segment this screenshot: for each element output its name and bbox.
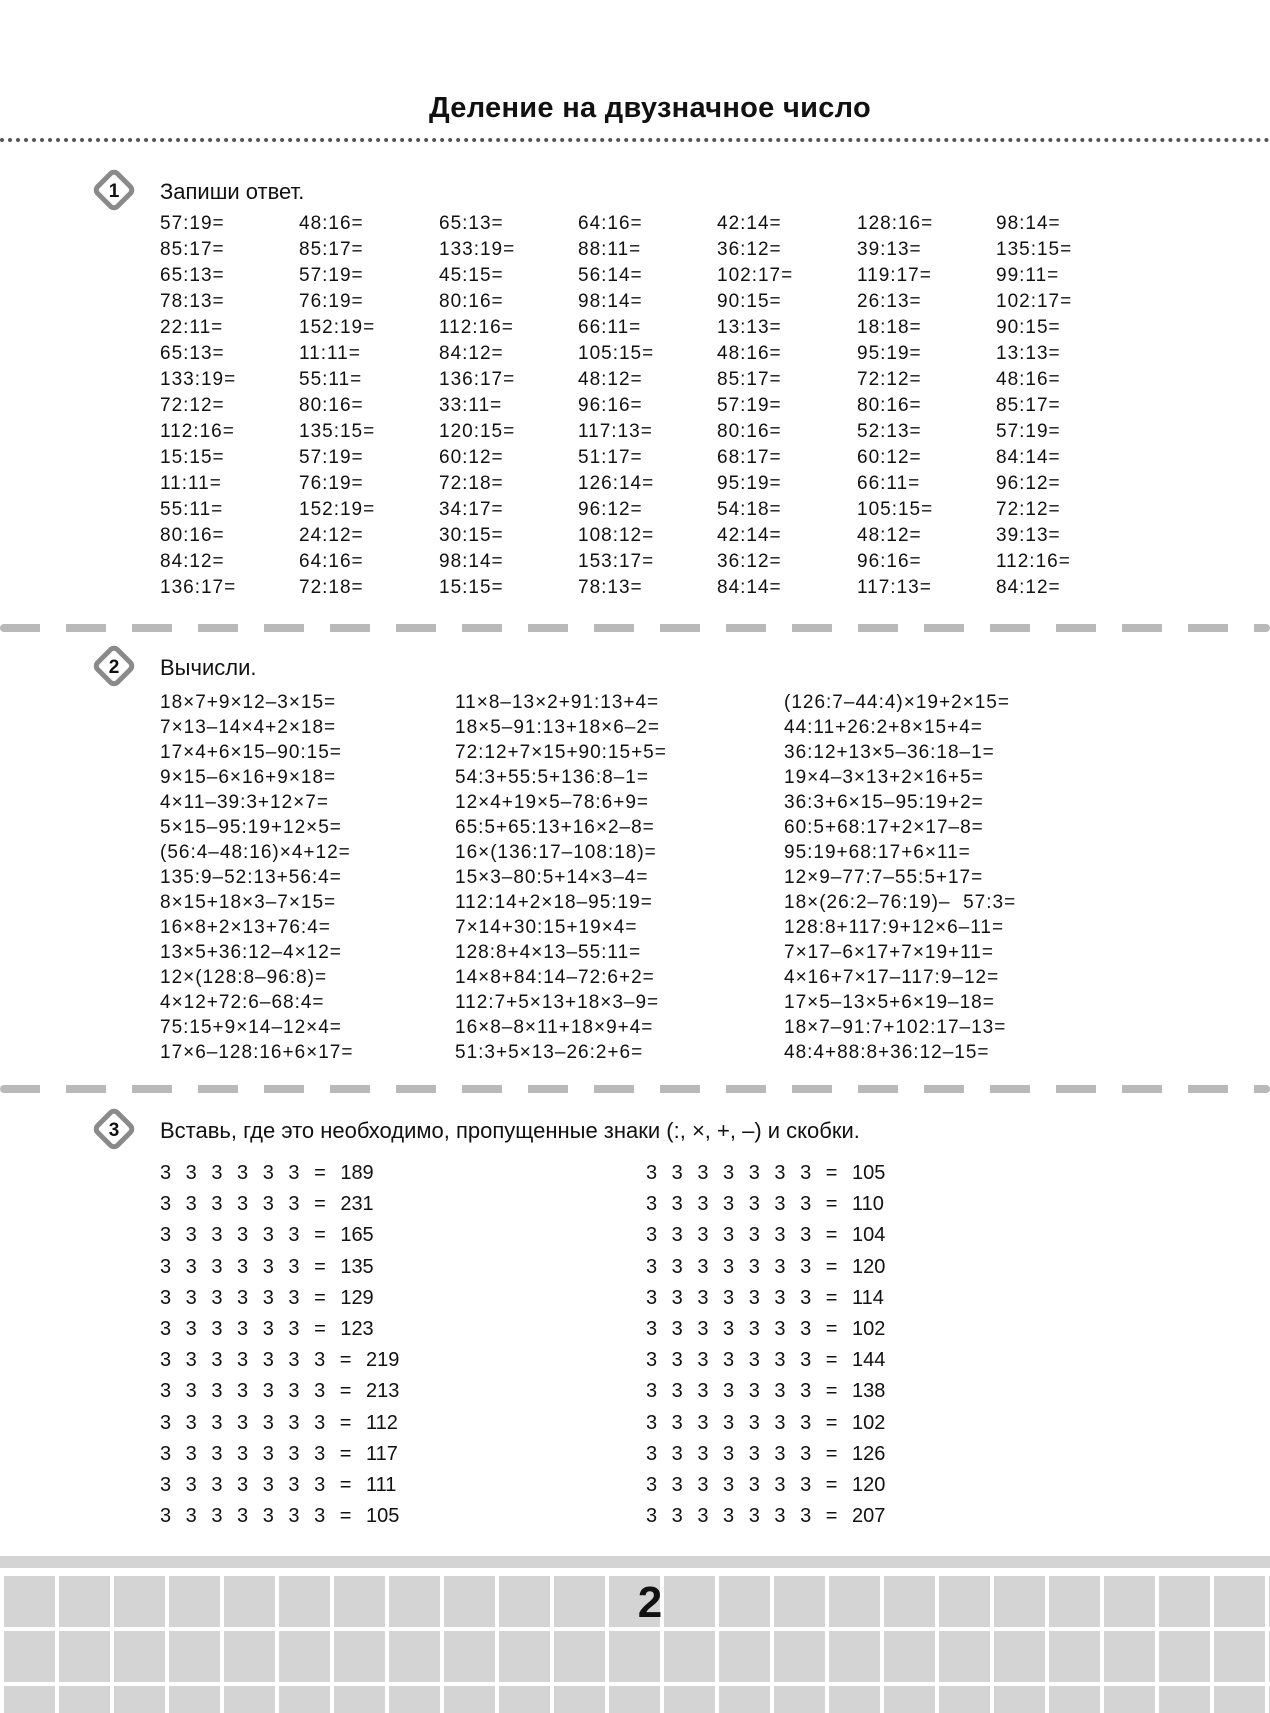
task-1-expression: 133:19= xyxy=(160,369,237,390)
task-1-expression: 80:16= xyxy=(439,291,504,312)
task-2-expression: 17×4+6×15–90:15= xyxy=(160,742,342,763)
task-1-expression: 105:15= xyxy=(578,343,655,364)
task-3-expression: 3 3 3 3 3 3 3 = 138 xyxy=(646,1380,886,1403)
task-1-expression: 15:15= xyxy=(160,447,225,468)
task-3-expression: 3 3 3 3 3 3 3 = 120 xyxy=(646,1255,886,1278)
task-2-expression: 135:9–52:13+56:4= xyxy=(160,867,342,888)
task-3-expression: 3 3 3 3 3 3 3 = 219 xyxy=(160,1349,400,1372)
task-1-expression: 112:16= xyxy=(996,551,1071,572)
task-1-expression: 57:19= xyxy=(996,421,1061,442)
task-1-expression: 13:13= xyxy=(717,317,782,338)
task-1-expression: 98:14= xyxy=(578,291,643,312)
task-2-expression: 112:14+2×18–95:19= xyxy=(455,892,653,913)
task-2-expression: 7×14+30:15+19×4= xyxy=(455,917,638,938)
task-1-expression: 102:17= xyxy=(717,265,794,286)
task-1-expression: 57:19= xyxy=(160,213,225,234)
task-1-expression: 48:12= xyxy=(578,369,643,390)
task-1-badge xyxy=(92,168,136,212)
task-2-expression: 16×8–8×11+18×9+4= xyxy=(455,1017,654,1038)
task-3-expression: 3 3 3 3 3 3 3 = 112 xyxy=(160,1411,398,1434)
task-2-expression: 15×3–80:5+14×3–4= xyxy=(455,867,649,888)
task-2-expression: 12×9–77:7–55:5+17= xyxy=(784,867,984,888)
task-1-expression: 64:16= xyxy=(578,213,643,234)
task-1-expression: 126:14= xyxy=(578,473,655,494)
task-3-number: 3 xyxy=(108,1120,120,1141)
task-1-expression: 42:14= xyxy=(717,525,782,546)
task-1-expression: 119:17= xyxy=(857,265,932,286)
task-2-expression: 112:7+5×13+18×3–9= xyxy=(455,992,660,1013)
task-3-expression: 3 3 3 3 3 3 3 = 144 xyxy=(646,1349,886,1372)
task-1-expression: 39:13= xyxy=(996,525,1061,546)
task-1-expression: 57:19= xyxy=(299,265,364,286)
task-3-expression: 3 3 3 3 3 3 3 = 120 xyxy=(646,1474,886,1497)
task-1-expression: 120:15= xyxy=(439,421,516,442)
task-1-expression: 51:17= xyxy=(578,447,643,468)
task-1-expression: 48:12= xyxy=(857,525,922,546)
task-1-expression: 72:12= xyxy=(996,499,1061,520)
task-2-expression: 7×17–6×17+7×19+11= xyxy=(784,942,994,963)
task-1-expression: 99:11= xyxy=(996,265,1060,286)
footer-band xyxy=(0,1556,1270,1568)
task-2-expression: 48:4+88:8+36:12–15= xyxy=(784,1042,990,1063)
section-divider-2 xyxy=(0,1085,1270,1093)
task-1-expression: 68:17= xyxy=(717,447,782,468)
task-1-expression: 42:14= xyxy=(717,213,782,234)
task-1-expression: 135:15= xyxy=(996,239,1073,260)
task-2-expression: 18×(26:2–76:19)– 57:3= xyxy=(784,892,1017,913)
task-1-expression: 66:11= xyxy=(578,317,642,338)
task-2-expression: 14×8+84:14–72:6+2= xyxy=(455,967,655,988)
task-2-column xyxy=(455,690,667,1065)
task-1-expression: 135:15= xyxy=(299,421,376,442)
task-3-expression: 3 3 3 3 3 3 = 189 xyxy=(160,1162,374,1184)
task-1-expression: 54:18= xyxy=(717,499,782,520)
task-1-expression: 96:16= xyxy=(578,395,643,416)
title-divider xyxy=(0,138,1270,142)
task-2-expression: (126:7–44:4)×19+2×15= xyxy=(784,692,1010,713)
task-1-expression: 152:19= xyxy=(299,499,376,520)
task-3-expression: 3 3 3 3 3 3 3 = 207 xyxy=(646,1505,886,1528)
task-1-expression: 105:15= xyxy=(857,499,934,520)
task-1-column xyxy=(717,211,793,601)
task-3-expression: 3 3 3 3 3 3 3 = 213 xyxy=(160,1380,400,1403)
task-1-expression: 36:12= xyxy=(717,551,782,572)
task-2-expression: 16×8+2×13+76:4= xyxy=(160,917,331,938)
task-1-expression: 90:15= xyxy=(717,291,782,312)
task-3-expression: 3 3 3 3 3 3 = 129 xyxy=(160,1286,374,1309)
task-1-column xyxy=(578,211,654,601)
task-1-expression: 85:17= xyxy=(160,239,225,260)
task-1-expression: 36:12= xyxy=(717,239,782,260)
task-1-expression: 57:19= xyxy=(299,447,364,468)
task-1-expression: 60:12= xyxy=(439,447,504,468)
task-1-expression: 39:13= xyxy=(857,239,922,260)
task-1-expression: 18:18= xyxy=(857,317,922,338)
task-1-expression: 112:16= xyxy=(439,317,514,338)
task-1-expression: 33:11= xyxy=(439,395,503,416)
task-1-expression: 84:14= xyxy=(996,447,1061,468)
task-3-expression: 3 3 3 3 3 3 3 = 126 xyxy=(646,1442,886,1465)
task-1-expression: 48:16= xyxy=(299,213,364,234)
task-1-expression: 76:19= xyxy=(299,291,364,312)
task-2-expression: 19×4–3×13+2×16+5= xyxy=(784,767,984,788)
task-1-expression: 102:17= xyxy=(996,291,1073,312)
task-2-expression: 4×11–39:3+12×7= xyxy=(160,792,329,813)
task-3-column xyxy=(646,1158,885,1532)
task-1-expression: 65:13= xyxy=(160,265,225,286)
task-2-expression: 4×16+7×17–117:9–12= xyxy=(784,967,1000,988)
task-1-expression: 96:16= xyxy=(857,551,922,572)
task-1-expression: 80:16= xyxy=(717,421,782,442)
task-3-expression: 3 3 3 3 3 3 3 = 102 xyxy=(646,1411,886,1434)
task-1-expression: 84:12= xyxy=(160,551,225,572)
task-1-expression: 55:11= xyxy=(299,369,363,390)
task-2-column xyxy=(784,690,1016,1065)
task-2-expression: 36:12+13×5–36:18–1= xyxy=(784,742,995,763)
task-2-expression: 95:19+68:17+6×11= xyxy=(784,842,971,863)
task-1-expression: 66:11= xyxy=(857,473,921,494)
task-1-expression: 72:18= xyxy=(439,473,504,494)
task-1-expression: 72:12= xyxy=(857,369,922,390)
task-1-expression: 84:12= xyxy=(996,577,1061,598)
task-3-expression: 3 3 3 3 3 3 = 135 xyxy=(160,1255,374,1278)
task-1-expression: 95:19= xyxy=(857,343,922,364)
task-1-expression: 45:15= xyxy=(439,265,504,286)
task-1-expression: 133:19= xyxy=(439,239,516,260)
task-1-column xyxy=(857,211,933,601)
task-3-expression: 3 3 3 3 3 3 = 123 xyxy=(160,1318,374,1341)
task-2-expression: 60:5+68:17+2×17–8= xyxy=(784,817,984,838)
task-2-expression: 12×(128:8–96:8)= xyxy=(160,967,328,988)
task-3-expression: 3 3 3 3 3 3 = 231 xyxy=(160,1193,374,1216)
task-1-expression: 48:16= xyxy=(996,369,1061,390)
task-1-expression: 88:11= xyxy=(578,239,642,260)
task-1-expression: 65:13= xyxy=(439,213,504,234)
task-2-expression: 7×13–14×4+2×18= xyxy=(160,717,337,738)
task-3-expression: 3 3 3 3 3 3 3 = 105 xyxy=(646,1162,886,1184)
task-1-expression: 24:12= xyxy=(299,525,364,546)
task-2-expression: 17×5–13×5+6×19–18= xyxy=(784,992,995,1013)
task-1-expression: 85:17= xyxy=(996,395,1061,416)
section-divider-1 xyxy=(0,624,1270,632)
task-1-column xyxy=(996,211,1072,601)
task-1-expression: 11:11= xyxy=(160,473,222,494)
task-1-number: 1 xyxy=(108,181,120,202)
task-1-expression: 136:17= xyxy=(160,577,237,598)
task-1-expression: 78:13= xyxy=(160,291,225,312)
task-1-expression: 72:12= xyxy=(160,395,225,416)
task-1-expression: 108:12= xyxy=(578,525,655,546)
task-1-expression: 15:15= xyxy=(439,577,504,598)
task-1-expression: 56:14= xyxy=(578,265,643,286)
task-1-expression: 152:19= xyxy=(299,317,376,338)
task-3-expression: 3 3 3 3 3 3 3 = 117 xyxy=(160,1442,398,1465)
task-1-expression: 57:19= xyxy=(717,395,782,416)
task-2-expression: 18×7+9×12–3×15= xyxy=(160,692,337,713)
task-1-expression: 48:16= xyxy=(717,343,782,364)
task-1-column xyxy=(160,211,236,601)
task-3-expression: 3 3 3 3 3 3 3 = 114 xyxy=(646,1286,884,1309)
task-2-column xyxy=(160,690,353,1065)
task-1-expression: 112:16= xyxy=(160,421,235,442)
task-3-expression: 3 3 3 3 3 3 = 165 xyxy=(160,1224,374,1247)
task-1-expression: 136:17= xyxy=(439,369,516,390)
task-2-expression: 4×12+72:6–68:4= xyxy=(160,992,325,1013)
task-2-expression: 18×5–91:13+18×6–2= xyxy=(455,717,661,738)
task-2-expression: 17×6–128:16+6×17= xyxy=(160,1042,354,1063)
task-3-column xyxy=(160,1158,399,1532)
task-1-expression: 80:16= xyxy=(857,395,922,416)
task-3-badge xyxy=(92,1107,136,1151)
task-1-expression: 117:13= xyxy=(578,421,653,442)
page-title: Деление на двузначное число xyxy=(428,92,872,124)
task-2-expression: 12×4+19×5–78:6+9= xyxy=(455,792,649,813)
task-1-expression: 117:13= xyxy=(857,577,932,598)
task-2-instruction: Вычисли. xyxy=(160,655,257,680)
task-1-expression: 84:12= xyxy=(439,343,504,364)
task-2-expression: 128:8+4×13–55:11= xyxy=(455,942,642,963)
task-1-expression: 96:12= xyxy=(996,473,1061,494)
task-1-expression: 85:17= xyxy=(299,239,364,260)
task-1-expression: 90:15= xyxy=(996,317,1061,338)
task-1-expression: 84:14= xyxy=(717,577,782,598)
task-1-expression: 128:16= xyxy=(857,213,934,234)
task-1-expression: 72:18= xyxy=(299,577,364,598)
task-1-expression: 78:13= xyxy=(578,577,643,598)
task-2-expression: 65:5+65:13+16×2–8= xyxy=(455,817,655,838)
task-1-column xyxy=(439,211,515,601)
task-3-instruction: Вставь, где это необходимо, пропущенные знаки (:, ×, +, –) и скобки. xyxy=(160,1118,860,1143)
task-2-expression: 128:8+117:9+12×6–11= xyxy=(784,917,1005,938)
task-1-expression: 13:13= xyxy=(996,343,1061,364)
task-2-badge xyxy=(92,644,136,688)
task-2-expression: 18×7–91:7+102:17–13= xyxy=(784,1017,1007,1038)
task-1-expression: 98:14= xyxy=(996,213,1061,234)
task-1-expression: 34:17= xyxy=(439,499,504,520)
task-1-expression: 85:17= xyxy=(717,369,782,390)
task-1-expression: 98:14= xyxy=(439,551,504,572)
task-1-expression: 22:11= xyxy=(160,317,224,338)
task-2-expression: 51:3+5×13–26:2+6= xyxy=(455,1042,644,1063)
task-1-expression: 153:17= xyxy=(578,551,655,572)
task-1-column xyxy=(299,211,375,601)
task-2-expression: 75:15+9×14–12×4= xyxy=(160,1017,342,1038)
task-3-expression: 3 3 3 3 3 3 3 = 102 xyxy=(646,1318,886,1341)
page-number: 2 xyxy=(637,1578,663,1627)
task-2-expression: 54:3+55:5+136:8–1= xyxy=(455,767,649,788)
task-2-expression: 16×(136:17–108:18)= xyxy=(455,842,657,863)
task-2-expression: 36:3+6×15–95:19+2= xyxy=(784,792,984,813)
task-2-expression: 9×15–6×16+9×18= xyxy=(160,767,337,788)
task-2-expression: (56:4–48:16)×4+12= xyxy=(160,842,351,863)
task-1-expression: 65:13= xyxy=(160,343,225,364)
task-3-expression: 3 3 3 3 3 3 3 = 104 xyxy=(646,1224,886,1247)
task-2-expression: 13×5+36:12–4×12= xyxy=(160,942,342,963)
task-3-expression: 3 3 3 3 3 3 3 = 110 xyxy=(646,1193,884,1216)
task-3-expression: 3 3 3 3 3 3 3 = 105 xyxy=(160,1505,400,1528)
task-1-expression: 30:15= xyxy=(439,525,504,546)
task-1-instruction: Запиши ответ. xyxy=(160,179,305,204)
task-2-expression: 8×15+18×3–7×15= xyxy=(160,892,337,913)
task-1-expression: 11:11= xyxy=(299,343,361,364)
task-1-expression: 76:19= xyxy=(299,473,364,494)
task-1-expression: 96:12= xyxy=(578,499,643,520)
task-1-expression: 64:16= xyxy=(299,551,364,572)
task-2-expression: 72:12+7×15+90:15+5= xyxy=(455,742,667,763)
task-2-expression: 44:11+26:2+8×15+4= xyxy=(784,717,983,738)
task-1-expression: 26:13= xyxy=(857,291,922,312)
task-2-expression: 11×8–13×2+91:13+4= xyxy=(455,692,660,713)
task-2-expression: 5×15–95:19+12×5= xyxy=(160,817,342,838)
task-1-expression: 60:12= xyxy=(857,447,922,468)
task-2-number: 2 xyxy=(108,657,120,678)
task-3-expression: 3 3 3 3 3 3 3 = 111 xyxy=(160,1474,397,1497)
task-1-expression: 80:16= xyxy=(299,395,364,416)
task-1-expression: 80:16= xyxy=(160,525,225,546)
task-1-expression: 52:13= xyxy=(857,421,922,442)
task-1-expression: 95:19= xyxy=(717,473,782,494)
task-1-expression: 55:11= xyxy=(160,499,224,520)
